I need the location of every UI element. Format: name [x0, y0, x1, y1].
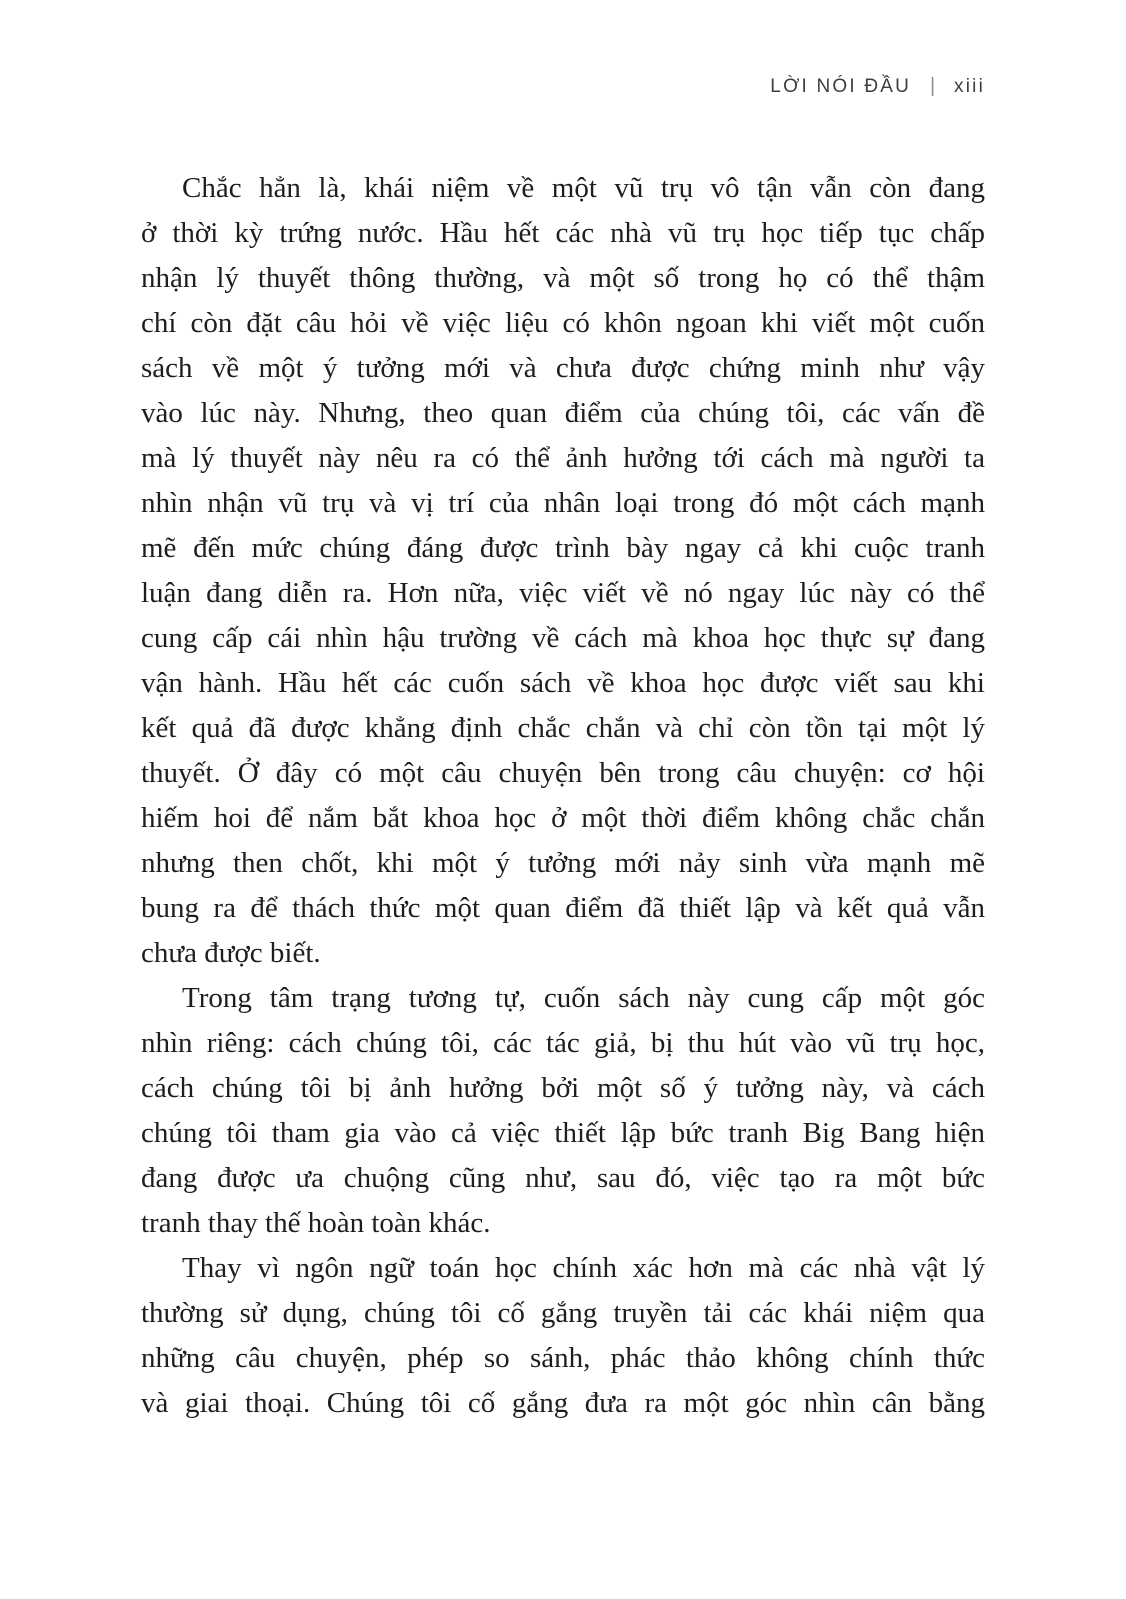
text-line: nhìn riêng: cách chúng tôi, các tác giả, bị thu hút vào vũ trụ học, [141, 1027, 985, 1059]
text-line: đang được ưa chuộng cũng như, sau đó, việc tạo ra một bức [141, 1162, 985, 1194]
text-line: luận đang diễn ra. Hơn nữa, việc viết về nó ngay lúc này có thể [141, 577, 985, 609]
text-line: ở thời kỳ trứng nước. Hầu hết các nhà vũ trụ học tiếp tục chấp [141, 217, 985, 249]
text-line: sách về một ý tưởng mới và chưa được chứng minh như vậy [141, 352, 985, 384]
text-line: thường sử dụng, chúng tôi cố gắng truyền tải các khái niệm qua [141, 1297, 985, 1329]
text-line: và giai thoại. Chúng tôi cố gắng đưa ra một góc nhìn cân bằng [141, 1387, 985, 1419]
text-line: mẽ đến mức chúng đáng được trình bày ngay cả khi cuộc tranh [141, 532, 985, 564]
text-line: nhưng then chốt, khi một ý tưởng mới nảy sinh vừa mạnh mẽ [141, 847, 985, 879]
text-line: nhìn nhận vũ trụ và vị trí của nhân loại trong đó một cách mạnh [141, 487, 985, 519]
text-line: mà lý thuyết này nêu ra có thể ảnh hưởng tới cách mà người ta [141, 442, 985, 474]
text-line: kết quả đã được khẳng định chắc chắn và chỉ còn tồn tại một lý [141, 712, 985, 744]
text-line: Trong tâm trạng tương tự, cuốn sách này cung cấp một góc [182, 982, 985, 1014]
text-line: những câu chuyện, phép so sánh, phác thảo không chính thức [141, 1342, 985, 1374]
text-line: vào lúc này. Nhưng, theo quan điểm của chúng tôi, các vấn đề [141, 397, 985, 429]
header-separator: | [930, 75, 936, 98]
page-number: xiii [954, 76, 985, 97]
text-line: thuyết. Ở đây có một câu chuyện bên trong câu chuyện: cơ hội [141, 757, 985, 789]
text-line: tranh thay thế hoàn toàn khác. [141, 1207, 491, 1239]
paragraph [141, 166, 985, 976]
running-header [770, 76, 985, 98]
text-line: chưa được biết. [141, 937, 321, 969]
text-line: Thay vì ngôn ngữ toán học chính xác hơn mà các nhà vật lý [182, 1252, 985, 1284]
chapter-title: LỜI NÓI ĐẦU [770, 76, 912, 97]
paragraph [141, 976, 985, 1246]
page-body [141, 166, 985, 1426]
text-line: cách chúng tôi bị ảnh hưởng bởi một số ý tưởng này, và cách [141, 1072, 985, 1104]
text-line: Chắc hẳn là, khái niệm về một vũ trụ vô tận vẫn còn đang [182, 172, 985, 204]
text-line: nhận lý thuyết thông thường, và một số trong họ có thể thậm [141, 262, 985, 294]
text-line: cung cấp cái nhìn hậu trường về cách mà khoa học thực sự đang [141, 622, 985, 654]
text-line: chí còn đặt câu hỏi về việc liệu có khôn ngoan khi viết một cuốn [141, 307, 985, 339]
text-line: hiếm hoi để nắm bắt khoa học ở một thời điểm không chắc chắn [141, 802, 985, 834]
text-line: chúng tôi tham gia vào cả việc thiết lập bức tranh Big Bang hiện [141, 1117, 985, 1149]
paragraph [141, 1246, 985, 1426]
text-line: vận hành. Hầu hết các cuốn sách về khoa học được viết sau khi [141, 667, 985, 699]
text-line: bung ra để thách thức một quan điểm đã thiết lập và kết quả vẫn [141, 892, 985, 924]
